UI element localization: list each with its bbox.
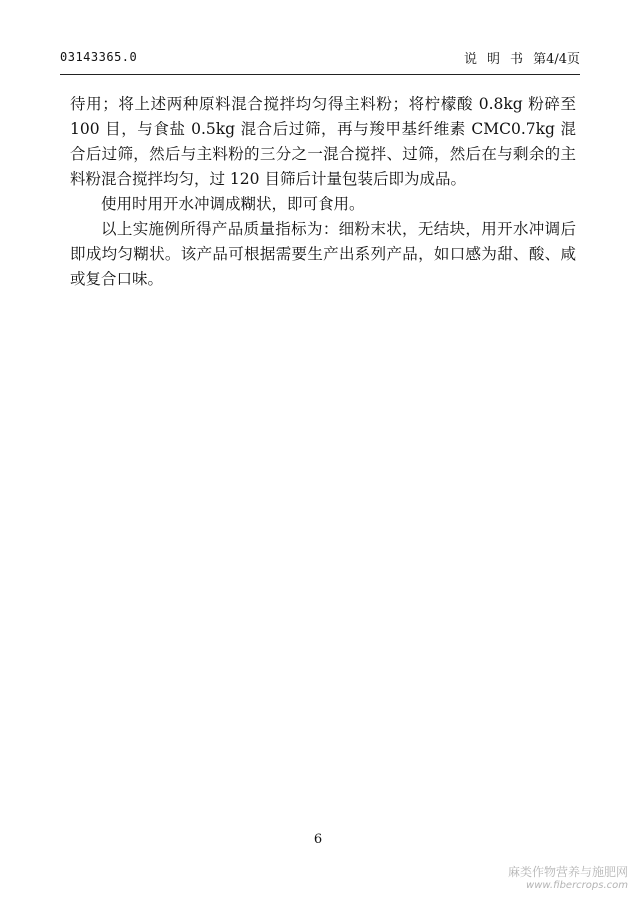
watermark [478, 865, 628, 893]
page-indicator: 第4/4页 [533, 52, 580, 67]
paragraph-quality: 以上实施例所得产品质量指标为：细粉末状，无结块，用开水冲调后即成均匀糊状。该产品可根据需要生产出系列产品，如口感为甜、酸、咸或复合口味。 [70, 220, 576, 288]
watermark-url: www.fibercrops.com [526, 880, 628, 891]
header-title-char-3: 书 [510, 52, 524, 67]
header-title-char-2: 明 [487, 52, 501, 67]
paragraph-continued: 待用；将上述两种原料混合搅拌均匀得主料粉；将柠檬酸 0.8kg 粉碎至 100 目，与食盐 0.5kg 混合后过筛，再与羧甲基纤维素 CMC0.7kg 混合后过筛，然后与主料粉的三分之一混合搅拌、过筛，然后在与剩余的主料粉混合搅拌均匀，过 120 目筛后计量包装后即为成品。 [70, 95, 576, 188]
page-header [60, 46, 580, 68]
watermark-site-name: 麻类作物营养与施肥网 [507, 865, 628, 879]
header-title-char-1: 说 [464, 52, 478, 67]
header-divider [60, 74, 580, 75]
document-number: 03143365.0 [60, 50, 138, 64]
paragraph-usage: 使用时用开水冲调成糊状，即可食用。 [101, 195, 365, 213]
body-text [70, 92, 576, 292]
page-number: 6 [313, 832, 323, 847]
header-title [464, 48, 580, 67]
